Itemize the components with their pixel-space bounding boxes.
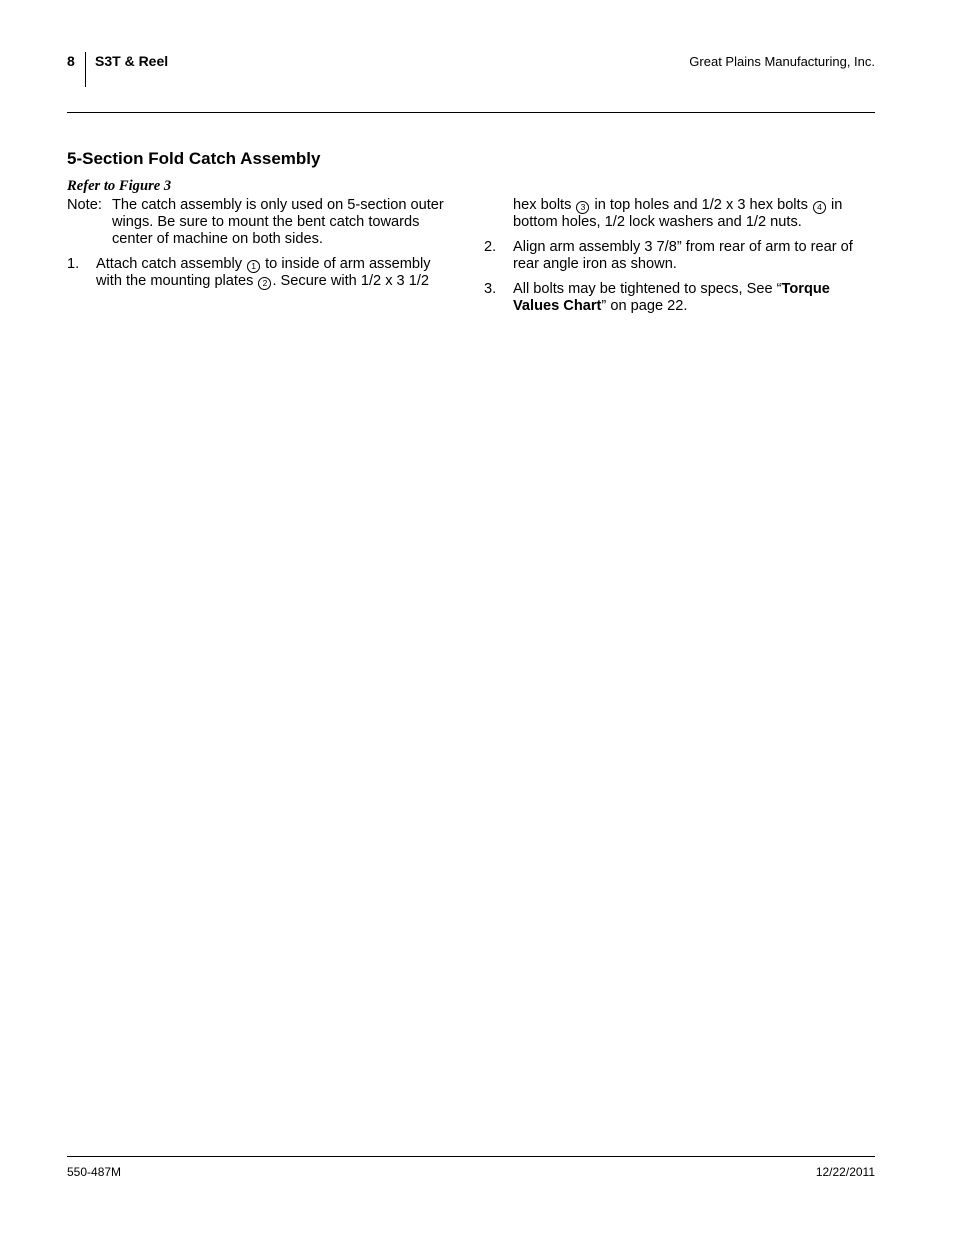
- header-company: Great Plains Manufacturing, Inc.: [689, 54, 875, 69]
- step-1-continued: [484, 197, 876, 231]
- right-column: [484, 197, 876, 323]
- callout-1-icon: 1: [247, 260, 260, 273]
- callout-3-icon: 3: [576, 201, 589, 214]
- note-text: The catch assembly is only used on 5-section outer wings. Be sure to mount the bent catch towards center of machine on both sides.: [112, 197, 444, 247]
- step-1-text-a: Attach catch assembly: [96, 256, 247, 272]
- step-3-text: [513, 281, 876, 315]
- callout-2-icon: 2: [258, 277, 271, 290]
- left-column: [67, 178, 457, 298]
- torque-values-chart-link[interactable]: Torque Values Chart: [513, 281, 830, 314]
- step-3: [484, 281, 876, 315]
- footer-date: 12/22/2011: [815, 1165, 875, 1179]
- step-1-cont-c: in bottom holes, 1/2 lock washers and 1/2 nuts.: [513, 197, 843, 230]
- header-title: S3T & Reel: [95, 53, 169, 69]
- step-2: [484, 239, 876, 273]
- step-1-text-c: . Secure with 1/2 x 3 1/2: [272, 273, 429, 289]
- note: [67, 197, 457, 248]
- step-1-cont-a: hex bolts: [513, 197, 576, 213]
- step-2-text: Align arm assembly 3 7/8” from rear of arm to rear of rear angle iron as shown.: [513, 239, 853, 272]
- footer-rule: [67, 1156, 875, 1157]
- section-heading: 5-Section Fold Catch Assembly: [67, 149, 321, 168]
- step-3-text-a: All bolts may be tightened to specs, See “: [513, 281, 782, 297]
- step-1-cont-b: in top holes and 1/2 x 3 hex bolts: [590, 197, 812, 213]
- step-2-number: 2.: [484, 239, 497, 255]
- step-1-number: 1.: [67, 256, 80, 272]
- step-3-text-b: ” on page 22.: [601, 298, 688, 314]
- footer-doc-number: 550-487M: [67, 1165, 122, 1179]
- note-label: Note:: [67, 197, 102, 213]
- figure-reference[interactable]: Refer to Figure 3: [67, 178, 172, 194]
- header-divider: [85, 52, 86, 87]
- step-1-text-b: to inside of arm assembly with the mounting plates: [96, 256, 431, 289]
- callout-4-icon: 4: [813, 201, 826, 214]
- step-1-text: [96, 256, 457, 290]
- header-rule: [67, 112, 875, 113]
- header-page-number: 8: [67, 53, 75, 69]
- step-1: [67, 256, 457, 290]
- step-3-number: 3.: [484, 281, 497, 297]
